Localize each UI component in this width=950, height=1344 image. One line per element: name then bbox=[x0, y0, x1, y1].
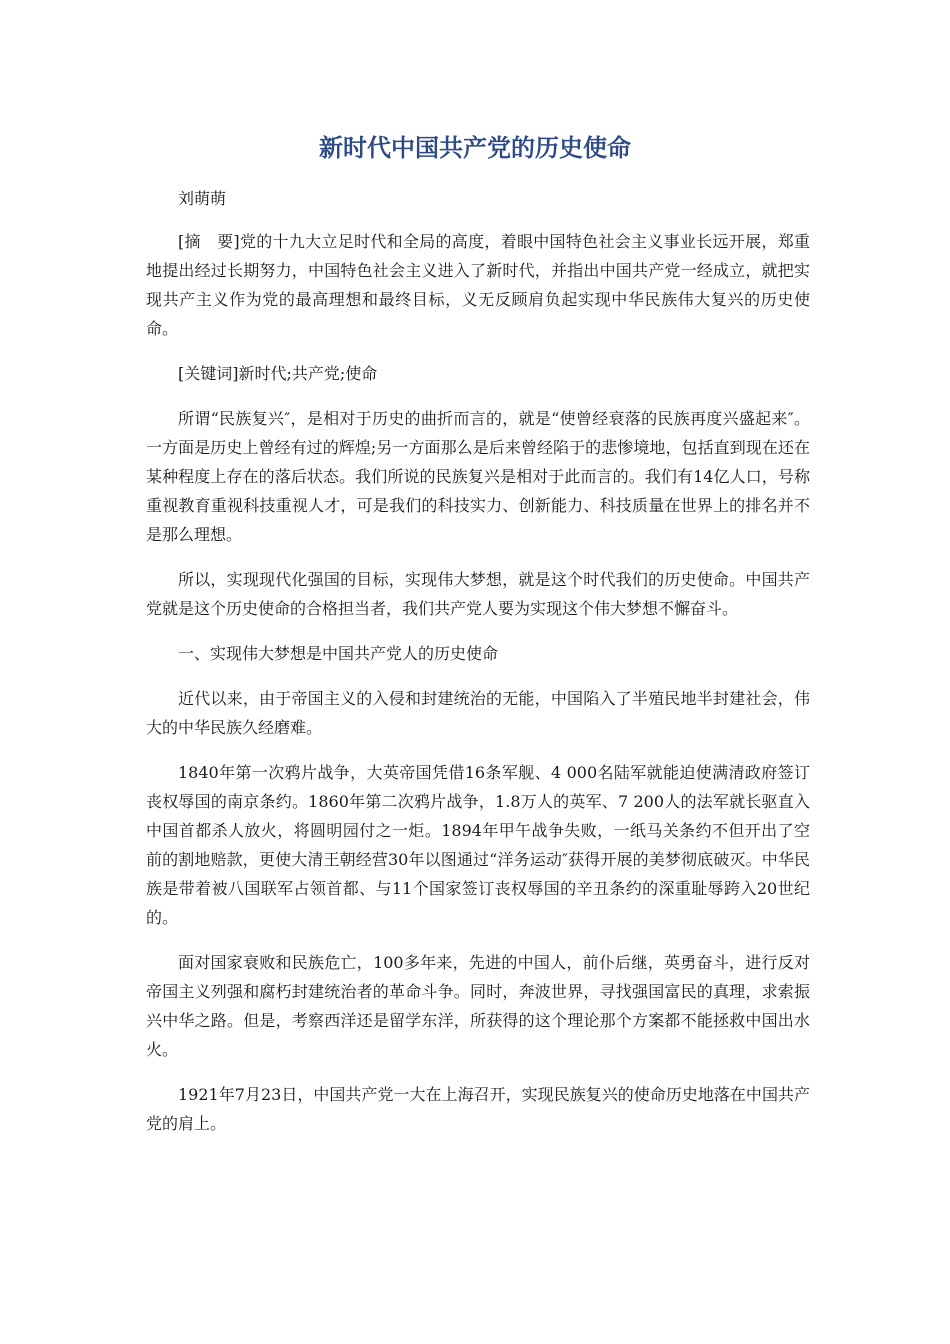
article-keywords: [关键词]新时代;共产党;使命 bbox=[178, 364, 378, 383]
body-paragraph: 1921年7月23日，中国共产党一大在上海召开，实现民族复兴的使命历史地落在中国共产党的肩上。 bbox=[146, 1085, 810, 1133]
body-paragraph: 所谓“民族复兴″，是相对于历史的曲折而言的，就是“使曾经衰落的民族再度兴盛起来″。一方面是历史上曾经有过的辉煌;另一方面那么是后来曾经陷于的悲惨境地，包括直到现在还在某种程度上存在的落后状态。我们所说的民族复兴是相对于此而言的。我们有14亿人口，号称重视教育重视科技重视人才，可是我们的科技实力、创新能力、科技质量在世界上的排名并不是那么理想。 bbox=[146, 409, 810, 544]
section-heading: 一、实现伟大梦想是中国共产党人的历史使命 bbox=[178, 644, 499, 663]
body-paragraph: 所以，实现现代化强国的目标，实现伟大梦想，就是这个时代我们的历史使命。中国共产党就是这个历史使命的合格担当者，我们共产党人要为实现这个伟大梦想不懈奋斗。 bbox=[146, 570, 810, 618]
article-title: 新时代中国共产党的历史使命 bbox=[319, 134, 631, 162]
article-body bbox=[146, 184, 810, 1154]
article-author: 刘萌萌 bbox=[178, 189, 227, 208]
article-abstract: [摘 要]党的十九大立足时代和全局的高度，着眼中国特色社会主义事业长远开展，郑重地提出经过长期努力，中国特色社会主义进入了新时代，并指出中国共产党一经成立，就把实现共产主义作为党的最高理想和最终目标，义无反顾肩负起实现中华民族伟大复兴的历史使命。 bbox=[146, 232, 810, 338]
body-paragraph: 1840年第一次鸦片战争，大英帝国凭借16条军舰、4 000名陆军就能迫使满清政府签订丧权辱国的南京条约。1860年第二次鸦片战争，1.8万人的英军、7 200人的法军就长驱直入中国首都杀人放火，将圆明园付之一炬。1894年甲午战争失败，一纸马关条约不但开出了空前的割地赔款，更使大清王朝经营30年以图通过“洋务运动″获得开展的美梦彻底破灭。中华民族是带着被八国联军占领首都、与11个国家签订丧权辱国的辛丑条约的深重耻辱跨入20世纪的。 bbox=[146, 763, 810, 927]
body-paragraph: 面对国家衰败和民族危亡，100多年来，先进的中国人，前仆后继，英勇奋斗，进行反对帝国主义列强和腐朽封建统治者的革命斗争。同时，奔波世界，寻找强国富民的真理，求索振兴中华之路。但是，考察西洋还是留学东洋，所获得的这个理论那个方案都不能拯救中国出水火。 bbox=[146, 953, 810, 1059]
body-paragraph: 近代以来，由于帝国主义的入侵和封建统治的无能，中国陷入了半殖民地半封建社会，伟大的中华民族久经磨难。 bbox=[146, 689, 810, 737]
